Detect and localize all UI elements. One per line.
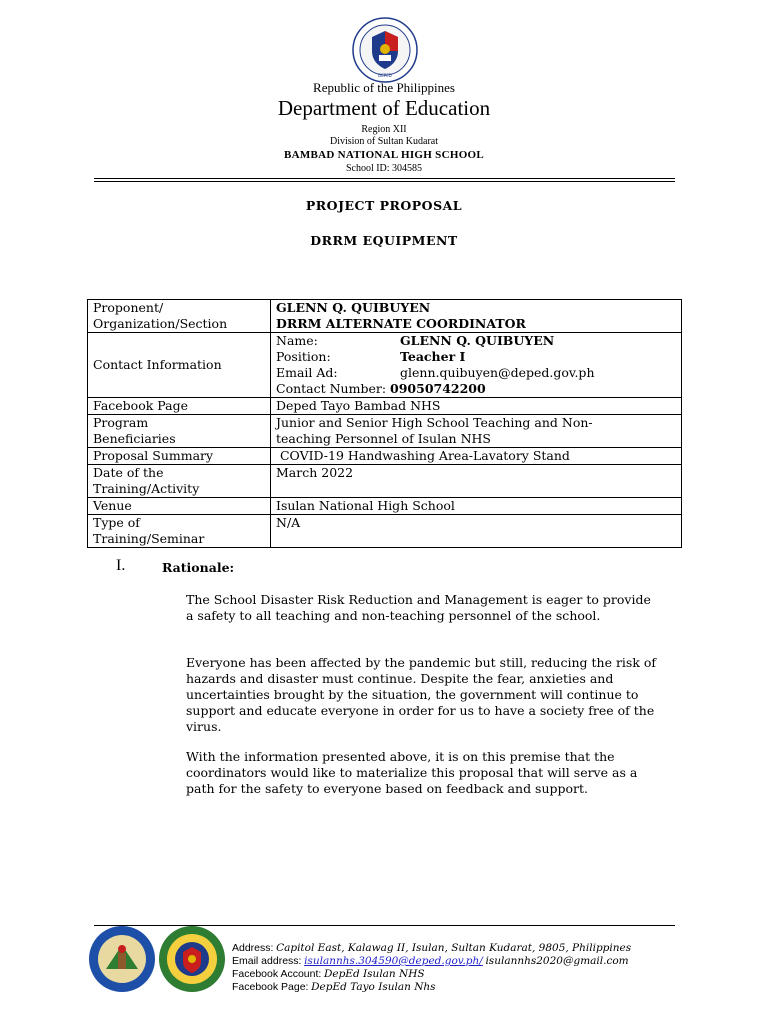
table-row bbox=[88, 515, 682, 548]
table-row bbox=[88, 333, 682, 398]
footer-fb-page: DepEd Tayo Isulan Nhs bbox=[311, 981, 436, 993]
footer-label: Email address: bbox=[232, 955, 302, 967]
contact-label: Contact Number: bbox=[276, 381, 387, 396]
svg-text:DEPED: DEPED bbox=[378, 73, 392, 78]
header-divider bbox=[94, 178, 675, 179]
table-label-cell bbox=[88, 515, 271, 548]
cell-text: teaching Personnel of Isulan NHS bbox=[276, 431, 491, 446]
footer-fb-account: DepEd Isulan NHS bbox=[323, 968, 425, 980]
rationale-paragraph: The School Disaster Risk Reduction and Management is eager to provide a safety to all teaching and non-teaching personnel of the school. bbox=[186, 592, 651, 623]
cell-text: Program bbox=[93, 415, 149, 430]
cell-text: Beneficiaries bbox=[93, 431, 176, 446]
cell-text: Type of bbox=[93, 515, 140, 530]
cell-text: Junior and Senior High School Teaching and Non- bbox=[276, 415, 593, 430]
table-row bbox=[88, 398, 682, 415]
table-row bbox=[88, 465, 682, 498]
department-title: Department of Education bbox=[277, 96, 491, 120]
proposal-info-table bbox=[87, 299, 682, 548]
division-text: Division of Sultan Kudarat bbox=[329, 136, 439, 147]
contact-number: 09050742200 bbox=[390, 381, 486, 396]
rationale-paragraph: With the information presented above, it is on this premise that the coordinators would like to materialize this proposal that will serve as a path for the safety to everyone based on feedback and support. bbox=[186, 749, 638, 796]
contact-value: Teacher I bbox=[400, 349, 466, 364]
contact-label: Email Ad: bbox=[276, 365, 338, 380]
proponent-role: DRRM ALTERNATE COORDINATOR bbox=[276, 316, 526, 331]
contact-label: Name: bbox=[276, 333, 318, 348]
table-label-cell: Venue bbox=[88, 498, 271, 515]
contact-email-row bbox=[276, 365, 676, 381]
proponent-name: GLENN Q. QUIBUYEN bbox=[276, 300, 431, 315]
section-heading: Rationale: bbox=[162, 560, 235, 575]
cell-text: Proponent/ bbox=[93, 300, 164, 315]
table-value-cell bbox=[271, 300, 682, 333]
cell-text: Contact Information bbox=[93, 357, 222, 372]
section-number: I. bbox=[116, 557, 126, 574]
contact-number-row bbox=[276, 381, 676, 397]
footer-label: Facebook Account: bbox=[232, 968, 322, 980]
table-label-cell bbox=[88, 415, 271, 448]
region-text: Region XII bbox=[361, 124, 407, 135]
document-title: PROJECT PROPOSAL bbox=[305, 198, 463, 213]
table-value-cell bbox=[271, 415, 682, 448]
footer-contact-block bbox=[232, 942, 631, 994]
table-label-cell bbox=[88, 465, 271, 498]
table-label-cell bbox=[88, 333, 271, 398]
footer-fb-page-row bbox=[232, 981, 631, 994]
deped-seal-logo bbox=[352, 17, 418, 83]
footer-label: Address: bbox=[232, 942, 274, 954]
table-value-cell: COVID-19 Handwashing Area-Lavatory Stand bbox=[271, 448, 682, 465]
contact-name-row bbox=[276, 333, 676, 349]
footer-address: Capitol East, Kalawag II, Isulan, Sultan Kudarat, 9805, Philippines bbox=[276, 942, 632, 954]
footer-label: Facebook Page: bbox=[232, 981, 309, 993]
footer-address-row bbox=[232, 942, 631, 955]
table-row bbox=[88, 448, 682, 465]
contact-value: GLENN Q. QUIBUYEN bbox=[400, 333, 555, 348]
cell-text: Organization/Section bbox=[93, 316, 228, 331]
contact-email: glenn.quibuyen@deped.gov.ph bbox=[400, 365, 595, 380]
contact-label: Position: bbox=[276, 349, 331, 364]
table-row bbox=[88, 300, 682, 333]
footer-email-row bbox=[232, 955, 631, 968]
school-seal-logo bbox=[158, 925, 226, 993]
rationale-paragraph: Everyone has been affected by the pandemic but still, reducing the risk of hazards and disaster must continue. Despite the fear, anxieties and uncertainties brought by the situation, the government will continue to support and educate everyone in order for us to have a society free of the virus. bbox=[186, 655, 657, 734]
footer-email-alt: isulannhs2020@gmail.com bbox=[485, 955, 629, 967]
table-row bbox=[88, 415, 682, 448]
table-value-cell: March 2022 bbox=[271, 465, 682, 498]
cell-text: Training/Activity bbox=[93, 481, 200, 496]
school-name: BAMBAD NATIONAL HIGH SCHOOL bbox=[283, 149, 485, 161]
republic-text: Republic of the Philippines bbox=[313, 80, 455, 95]
cell-text: Training/Seminar bbox=[93, 531, 205, 546]
table-value-cell: N/A bbox=[271, 515, 682, 548]
document-subject: DRRM EQUIPMENT bbox=[310, 233, 458, 248]
cell-text: Date of the bbox=[93, 465, 164, 480]
school-id: School ID: 304585 bbox=[345, 163, 423, 174]
table-row bbox=[88, 498, 682, 515]
footer-fb-account-row bbox=[232, 968, 631, 981]
table-label-cell: Proposal Summary bbox=[88, 448, 271, 465]
table-value-cell: Isulan National High School bbox=[271, 498, 682, 515]
table-label-cell bbox=[88, 300, 271, 333]
header-divider bbox=[94, 181, 675, 182]
table-value-cell bbox=[271, 333, 682, 398]
division-seal-logo bbox=[88, 925, 156, 993]
table-label-cell: Facebook Page bbox=[88, 398, 271, 415]
footer-email-link[interactable]: isulannhs.304590@deped.gov.ph/ bbox=[304, 955, 483, 967]
table-value-cell: Deped Tayo Bambad NHS bbox=[271, 398, 682, 415]
contact-position-row bbox=[276, 349, 676, 365]
